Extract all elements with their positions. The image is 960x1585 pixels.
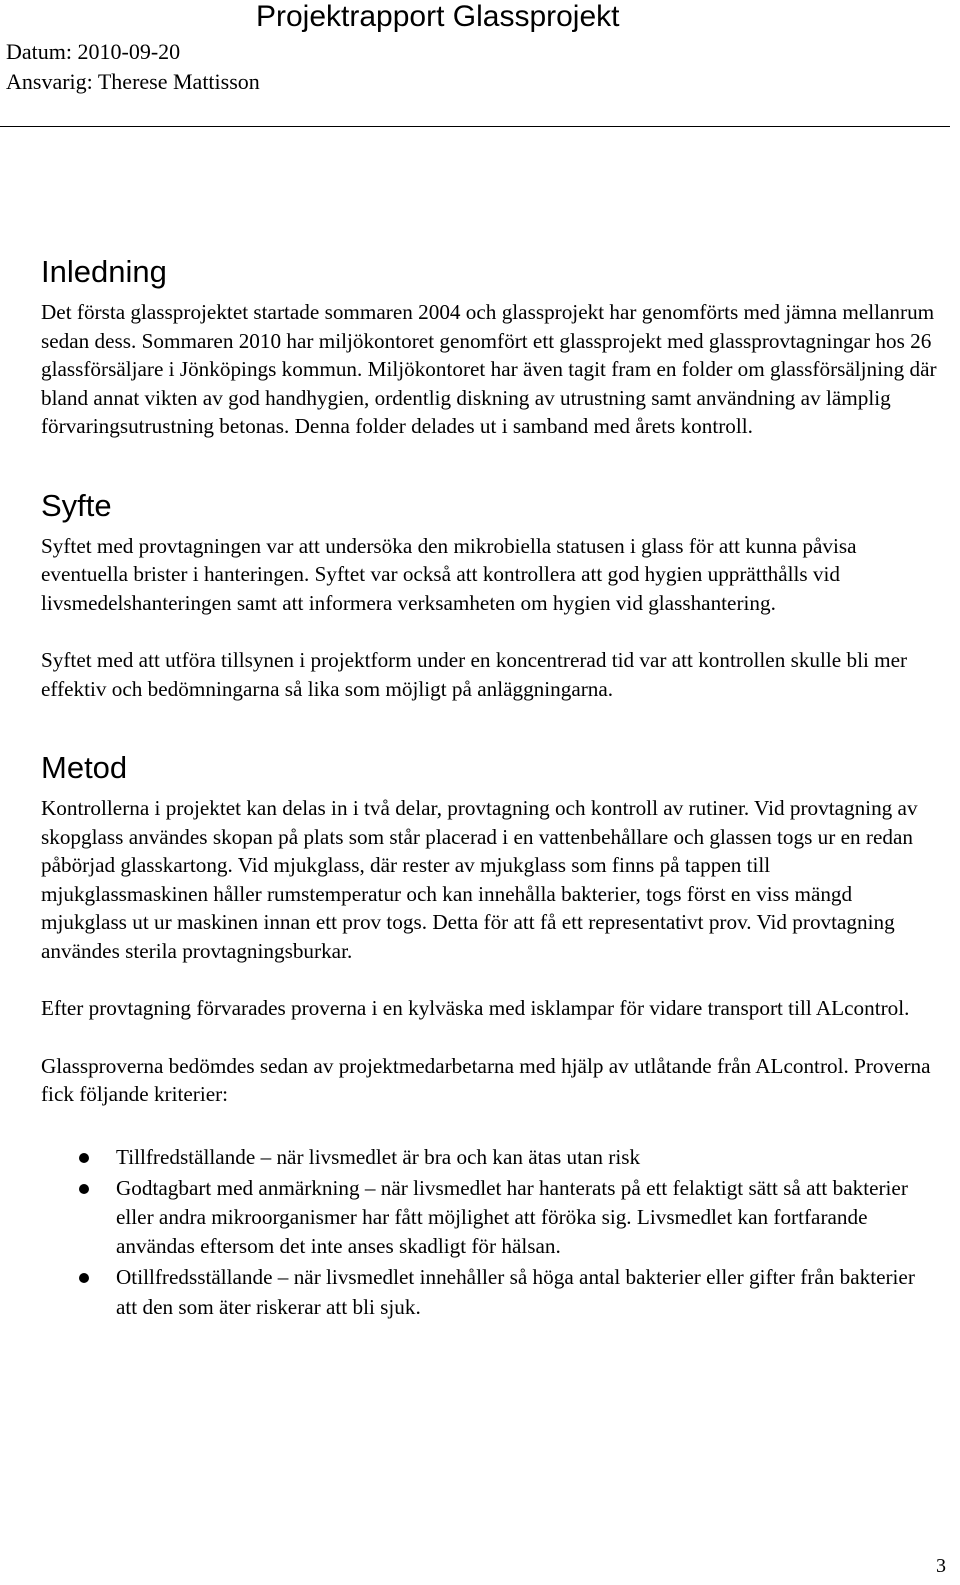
report-date: Datum: 2010-09-20 [6,39,181,64]
criteria-text: Godtagbart med anmärkning – när livsmedlet har hanterats på ett felaktigt sätt så att bakterier eller andra mikroorganismer har fått möjlighet att föröka sig. Livsmedlet kan fortfarande användas eftersom det inte anses skadligt för hälsan. [116,1175,908,1259]
inledning-paragraph: Det första glassprojektet startade sommaren 2004 och glassprojekt har genomförts med jämna mellanrum sedan dess. Sommaren 2010 har miljökontoret genomfört ett glassprojekt med glassprovtagningar hos 26 glassförsäljare i Jönköpings kommun. Miljökontoret har även tagit fram en folder om glassförsäljning där bland annat vikten av god handhygien, ordentlig diskning av utrustning samt användning av lämplig förvaringsutrustning betonas. Denna folder delades ut i samband med årets kontroll. [41,300,937,438]
list-item [41,1143,941,1172]
page-title: Projektrapport Glassprojekt [256,0,620,33]
section-syfte [41,486,941,704]
syfte-paragraph-2: Syftet med att utföra tillsynen i projektform under en koncentrerad tid var att kontrollen skulle bli mer effektiv och bedömningarna så lika som möjligt på anläggningarna. [41,648,908,701]
list-item [41,1174,941,1262]
bullet-icon [79,1273,89,1283]
metod-paragraph-3: Glassproverna bedömdes sedan av projektmedarbetarna med hjälp av utlåtande från ALcontrol. Proverna fick följande kriterier: [41,1053,931,1106]
page-number: 3 [936,1555,946,1577]
criteria-text: Tillfredställande – när livsmedlet är bra och kan ätas utan risk [116,1144,641,1169]
section-heading-syfte: Syfte [41,487,112,523]
syfte-paragraph-1: Syftet med provtagningen var att undersöka den mikrobiella statusen i glass för att kunna påvisa eventuella brister i hanteringen. Syftet var också att kontrollera att god hygien upprätthålls vid livsmedelshanteringen samt att informera verksamheten om hygien vid glasshantering. [41,533,857,615]
report-body [41,252,941,1324]
metod-paragraph-2: Efter provtagning förvarades proverna i en kylväska med isklampar för vidare transport till ALcontrol. [41,996,910,1020]
header-divider [0,126,950,127]
section-heading-metod: Metod [41,750,128,785]
report-responsible: Ansvarig: Therese Mattisson [6,69,260,94]
list-item [41,1263,941,1321]
criteria-list [41,1143,941,1322]
section-inledning [41,252,941,441]
section-metod [41,748,941,1322]
bullet-icon [79,1153,89,1163]
section-heading-inledning: Inledning [41,254,167,289]
bullet-icon [79,1184,89,1194]
metod-paragraph-1: Kontrollerna i projektet kan delas in i två delar, provtagning och kontroll av rutiner. Vid provtagning av skopglass användes skopan på plats som står placerad i en vattenbehållare och glassen togs ur en redan påbörjad glasskartong. Vid mjukglass, där rester av mjukglass som finns på tappen till mjukglassmaskinen håller rumstemperatur och kan innehålla bakterier, togs först en viss mängd mjukglass ut ur maskinen innan ett prov togs. Detta för att få ett representativt prov. Vid provtagning användes sterila provtagningsburkar. [41,796,918,963]
criteria-text: Otillfredsställande – när livsmedlet innehåller så höga antal bakterier eller gifter från bakterier att den som äter riskerar att bli sjuk. [116,1265,915,1319]
